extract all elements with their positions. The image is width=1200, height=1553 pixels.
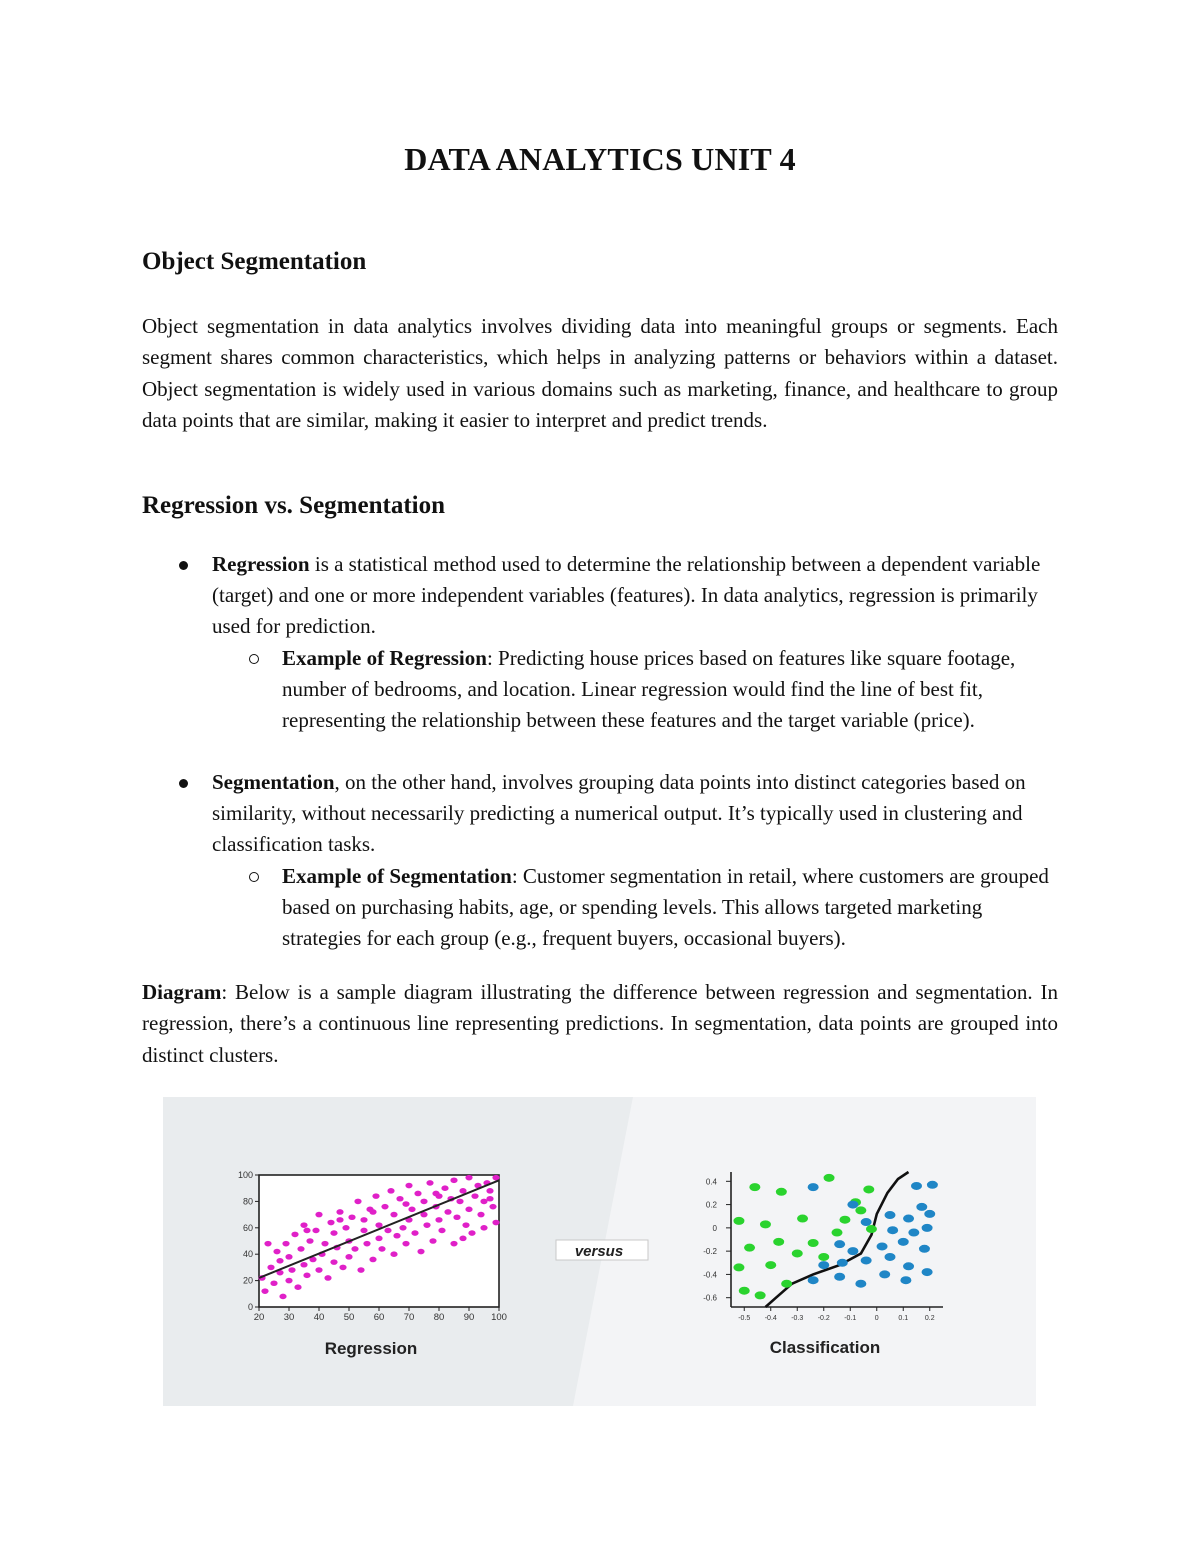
regression-point xyxy=(420,1199,427,1205)
classification-x-tick-label: -0.3 xyxy=(791,1315,804,1322)
class-a-point xyxy=(733,1217,744,1225)
regression-x-tick-label: 40 xyxy=(313,1312,325,1323)
regression-point xyxy=(330,1230,337,1236)
regression-title: Regression xyxy=(324,1339,418,1358)
regression-vs-classification-figure xyxy=(163,1097,1036,1406)
regression-point xyxy=(417,1249,424,1255)
class-b-point xyxy=(855,1280,866,1288)
classification-y-tick-label: -0.4 xyxy=(703,1270,717,1280)
class-a-point xyxy=(781,1280,792,1288)
regression-point xyxy=(480,1225,487,1231)
class-b-point xyxy=(847,1201,858,1209)
class-a-point xyxy=(863,1185,874,1193)
regression-point xyxy=(363,1241,370,1247)
class-b-point xyxy=(924,1210,935,1218)
regression-point xyxy=(339,1265,346,1271)
class-a-point xyxy=(744,1244,755,1252)
class-b-point xyxy=(919,1245,930,1253)
regression-point xyxy=(471,1193,478,1199)
class-a-point xyxy=(776,1188,787,1196)
regression-point xyxy=(276,1258,283,1264)
section-heading-regression-vs-segmentation: Regression vs. Segmentation xyxy=(142,492,446,519)
regression-point xyxy=(444,1209,451,1215)
class-a-point xyxy=(839,1216,850,1224)
regression-point xyxy=(390,1212,397,1218)
versus-label-box xyxy=(556,1240,648,1260)
class-a-point xyxy=(808,1239,819,1247)
class-b-point xyxy=(879,1270,890,1278)
class-a-point xyxy=(818,1253,829,1261)
regression-point xyxy=(306,1238,313,1244)
bullet-segmentation xyxy=(212,767,1058,861)
regression-point xyxy=(465,1175,472,1181)
class-b-point xyxy=(847,1247,858,1255)
classification-x-tick-label: -0.5 xyxy=(738,1315,751,1322)
class-b-point xyxy=(922,1268,933,1276)
regression-point xyxy=(393,1233,400,1239)
regression-point xyxy=(492,1220,499,1226)
class-a-point xyxy=(749,1183,760,1191)
class-b-point xyxy=(903,1215,914,1223)
sub-bullet-example-regression xyxy=(282,643,1058,737)
class-b-point xyxy=(877,1242,888,1250)
class-a-point xyxy=(797,1215,808,1223)
class-a-point xyxy=(765,1261,776,1269)
sub-bullet-text: : Predicting house prices based on features like square footage, number of bedrooms, and location. Linear regression would find the line of best fit, representing the relationship between these features and the target variable (price). xyxy=(282,646,1016,733)
class-b-point xyxy=(885,1211,896,1219)
regression-point xyxy=(300,1222,307,1228)
regression-point xyxy=(345,1254,352,1260)
regression-point xyxy=(387,1188,394,1194)
regression-point xyxy=(348,1214,355,1220)
regression-point xyxy=(261,1288,268,1294)
regression-point xyxy=(426,1180,433,1186)
regression-point xyxy=(297,1246,304,1252)
regression-point xyxy=(459,1188,466,1194)
class-b-point xyxy=(900,1276,911,1284)
diagram-text: : Below is a sample diagram illustrating the difference between regression and segmentation. In regression, there’s a continuous line representing predictions. In segmentation, data points are grouped into distinct clusters. xyxy=(142,980,1058,1067)
diagram-paragraph xyxy=(142,977,1058,1071)
regression-x-tick-label: 90 xyxy=(463,1312,475,1323)
regression-point xyxy=(285,1254,292,1260)
regression-point xyxy=(381,1204,388,1210)
regression-x-tick-label: 70 xyxy=(403,1312,415,1323)
class-b-point xyxy=(837,1259,848,1267)
regression-point xyxy=(411,1230,418,1236)
regression-point xyxy=(324,1275,331,1281)
regression-point xyxy=(423,1222,430,1228)
regression-point xyxy=(468,1230,475,1236)
classification-x-tick-label: 0 xyxy=(874,1315,879,1322)
regression-point xyxy=(372,1193,379,1199)
regression-x-tick-label: 60 xyxy=(373,1312,385,1323)
regression-point xyxy=(312,1228,319,1234)
regression-point xyxy=(489,1204,496,1210)
class-b-point xyxy=(861,1256,872,1264)
sub-bullet-term: Example of Regression xyxy=(282,646,487,670)
regression-point xyxy=(282,1241,289,1247)
bullet-regression xyxy=(212,549,1058,643)
regression-point xyxy=(408,1207,415,1213)
regression-point xyxy=(441,1185,448,1191)
regression-point xyxy=(438,1228,445,1234)
versus-label: versus xyxy=(574,1243,624,1260)
regression-y-tick-label: 0 xyxy=(247,1302,253,1312)
regression-x-tick-label: 20 xyxy=(253,1312,265,1323)
bullet-dot-icon xyxy=(179,561,188,570)
regression-point xyxy=(288,1267,295,1273)
regression-point xyxy=(291,1232,298,1238)
classification-y-tick-label: -0.6 xyxy=(703,1293,717,1303)
sub-bullet-example-segmentation xyxy=(282,861,1058,955)
regression-point xyxy=(330,1259,337,1265)
class-b-point xyxy=(911,1182,922,1190)
regression-point xyxy=(369,1209,376,1215)
regression-point xyxy=(405,1183,412,1189)
regression-point xyxy=(273,1249,280,1255)
regression-point xyxy=(369,1257,376,1263)
regression-x-tick-label: 80 xyxy=(433,1312,445,1323)
regression-point xyxy=(453,1214,460,1220)
classification-x-tick-label: -0.2 xyxy=(817,1315,830,1322)
classification-y-tick-label: 0.4 xyxy=(705,1177,717,1187)
class-b-point xyxy=(808,1183,819,1191)
regression-point xyxy=(456,1199,463,1205)
classification-x-tick-label: 0.1 xyxy=(898,1315,909,1322)
regression-point xyxy=(486,1188,493,1194)
regression-point xyxy=(378,1246,385,1252)
class-b-point xyxy=(861,1218,872,1226)
class-b-point xyxy=(898,1238,909,1246)
regression-point xyxy=(354,1199,361,1205)
class-b-point xyxy=(808,1276,819,1284)
regression-point xyxy=(414,1191,421,1197)
regression-point xyxy=(327,1220,334,1226)
regression-point xyxy=(264,1241,271,1247)
regression-point xyxy=(465,1207,472,1213)
regression-point xyxy=(336,1217,343,1223)
regression-point xyxy=(402,1241,409,1247)
regression-point xyxy=(360,1228,367,1234)
classification-x-tick-label: 0.2 xyxy=(924,1315,935,1322)
regression-y-tick-label: 20 xyxy=(242,1275,253,1286)
regression-point xyxy=(351,1246,358,1252)
diagram-term: Diagram xyxy=(142,980,222,1004)
bullet-term: Regression xyxy=(212,552,310,576)
regression-point xyxy=(336,1209,343,1215)
class-b-point xyxy=(908,1229,919,1237)
classification-x-tick-label: -0.4 xyxy=(764,1315,777,1322)
regression-point xyxy=(321,1241,328,1247)
regression-point xyxy=(267,1265,274,1271)
regression-point xyxy=(399,1225,406,1231)
regression-x-tick-label: 100 xyxy=(491,1312,507,1323)
regression-point xyxy=(477,1212,484,1218)
class-b-point xyxy=(834,1240,845,1248)
class-b-point xyxy=(922,1224,933,1232)
bullet-dot-icon xyxy=(179,779,188,788)
classification-y-tick-label: 0 xyxy=(712,1223,717,1233)
class-a-point xyxy=(755,1291,766,1299)
class-b-point xyxy=(916,1203,927,1211)
regression-point xyxy=(279,1294,286,1300)
regression-point xyxy=(390,1251,397,1257)
class-b-point xyxy=(885,1253,896,1261)
class-a-point xyxy=(733,1263,744,1271)
regression-point xyxy=(294,1284,301,1290)
regression-point xyxy=(375,1236,382,1242)
class-a-point xyxy=(739,1287,750,1295)
object-segmentation-paragraph: Object segmentation in data analytics involves dividing data into meaningful groups or segments. Each segment shares common characteristics, which helps in analyzing patterns or behaviors within a dataset. Object segmentation is widely used in various domains such as marketing, finance, and healthcare to group data points that are similar, making it easier to interpret and predict trends. xyxy=(142,314,1058,433)
regression-point xyxy=(342,1225,349,1231)
regression-y-tick-label: 80 xyxy=(242,1196,253,1207)
regression-point xyxy=(303,1273,310,1279)
class-b-point xyxy=(927,1181,938,1189)
regression-y-tick-label: 60 xyxy=(242,1222,253,1233)
class-b-point xyxy=(834,1273,845,1281)
section-heading-object-segmentation: Object Segmentation xyxy=(142,248,367,275)
classification-y-tick-label: -0.2 xyxy=(703,1247,717,1257)
regression-point xyxy=(450,1177,457,1183)
regression-point xyxy=(384,1228,391,1234)
sub-bullet-text: : Customer segmentation in retail, where customers are grouped based on purchasing habits, age, or spending levels. This allows targeted marketing strategies for each group (e.g., frequent buyers, occasional buyers). xyxy=(282,864,1049,951)
class-a-point xyxy=(832,1229,843,1237)
regression-point xyxy=(315,1267,322,1273)
regression-x-tick-label: 50 xyxy=(343,1312,355,1323)
class-a-point xyxy=(773,1238,784,1246)
regression-point xyxy=(303,1228,310,1234)
class-b-point xyxy=(818,1261,829,1269)
regression-point xyxy=(357,1267,364,1273)
regression-point xyxy=(396,1196,403,1202)
regression-point xyxy=(486,1196,493,1202)
class-a-point xyxy=(866,1225,877,1233)
class-a-point xyxy=(855,1206,866,1214)
class-a-point xyxy=(760,1220,771,1228)
sub-bullet-term: Example of Segmentation xyxy=(282,864,512,888)
sub-bullet-circle-icon xyxy=(249,872,259,882)
class-b-point xyxy=(903,1262,914,1270)
regression-point xyxy=(270,1280,277,1286)
regression-y-tick-label: 100 xyxy=(237,1170,253,1180)
regression-point xyxy=(300,1262,307,1268)
regression-point xyxy=(402,1201,409,1207)
regression-point xyxy=(432,1191,439,1197)
regression-point xyxy=(435,1217,442,1223)
bullet-text: , on the other hand, involves grouping data points into distinct categories based on similarity, without necessarily predicting a numerical output. It’s typically used in clustering and classification tasks. xyxy=(212,770,1026,857)
page-title: DATA ANALYTICS UNIT 4 xyxy=(404,141,796,177)
regression-y-tick-label: 40 xyxy=(242,1249,253,1260)
regression-point xyxy=(450,1241,457,1247)
classification-y-tick-label: 0.2 xyxy=(705,1200,717,1210)
regression-point xyxy=(462,1222,469,1228)
sub-bullet-circle-icon xyxy=(249,654,259,664)
regression-x-tick-label: 30 xyxy=(283,1312,295,1323)
regression-point xyxy=(459,1236,466,1242)
classification-title: Classification xyxy=(769,1338,881,1357)
class-b-point xyxy=(887,1226,898,1234)
regression-point xyxy=(285,1278,292,1284)
regression-point xyxy=(315,1212,322,1218)
classification-x-tick-label: -0.1 xyxy=(844,1315,857,1322)
class-a-point xyxy=(792,1249,803,1257)
class-a-point xyxy=(824,1174,835,1182)
regression-point xyxy=(360,1217,367,1223)
bullet-text: is a statistical method used to determine the relationship between a dependent variable (target) and one or more independent variables (features). In data analytics, regression is primarily used for prediction. xyxy=(212,552,1041,639)
regression-point xyxy=(429,1238,436,1244)
bullet-term: Segmentation xyxy=(212,770,335,794)
